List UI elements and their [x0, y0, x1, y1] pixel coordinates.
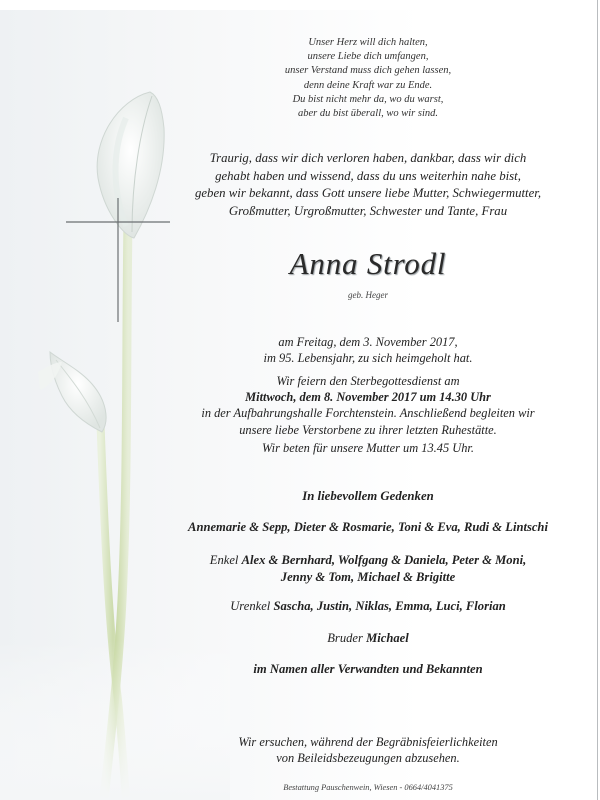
grandchildren-names: Jenny & Tom, Michael & Brigitte: [280, 570, 456, 584]
condolence-request: [150, 734, 586, 766]
maiden-name: geb. Heger: [348, 290, 388, 300]
death-line: im 95. Lebensjahr, zu sich heimgeholt hat.: [263, 351, 473, 366]
intro-line: gehabt haben und wissend, dass du uns weiterhin nahe bist,: [215, 168, 521, 183]
death-line: am Freitag, dem 3. November 2017,: [278, 335, 458, 349]
grandchildren-prefix: Enkel: [209, 553, 242, 567]
great-grandchildren-prefix: Urenkel: [230, 599, 274, 613]
poem: [150, 36, 586, 121]
memory-heading: In liebevollem Gedenken: [302, 489, 434, 503]
poem-line: denn deine Kraft war zu Ende.: [303, 79, 433, 91]
poem-line: unsere Liebe dich umfangen,: [307, 51, 429, 63]
death-info: [150, 334, 586, 366]
intro-line: geben wir bekannt, dass Gott unsere liebe Mutter, Schwiegermutter,: [194, 186, 542, 200]
funeral-line: Wir feiern den Sterbegottesdienst am: [276, 374, 460, 388]
brother-name: Michael: [366, 631, 409, 645]
grandchildren-list: [150, 552, 586, 586]
announcement-intro: [150, 150, 586, 220]
funeral-line: unsere liebe Verstorbene zu ihrer letzten Ruhestätte.: [239, 422, 497, 437]
poem-line: Du bist nicht mehr da, wo du warst,: [292, 93, 444, 105]
brother: [150, 631, 586, 646]
page-right-border: [597, 0, 598, 800]
deceased-name: Anna Strodl: [289, 246, 447, 281]
funeral-info: [150, 373, 586, 438]
prayer-info: Wir beten für unsere Mutter um 13.45 Uhr.: [262, 441, 474, 455]
grandchildren-line: [150, 552, 586, 569]
funeral-date: Mittwoch, dem 8. November 2017 um 14.30 Uhr: [245, 390, 491, 405]
children-list: Annemarie & Sepp, Dieter & Rosmarie, Toni & Eva, Rudi & Lintschi: [188, 520, 548, 534]
relatives-line: im Namen aller Verwandten und Bekannten: [253, 662, 483, 676]
poem-line: aber du bist überall, wo wir sind.: [297, 108, 438, 120]
grandchildren-names: Alex & Bernhard, Wolfgang & Daniela, Peter & Moni,: [241, 553, 527, 567]
request-line: Wir ersuchen, während der Begräbnisfeierlichkeiten: [238, 735, 498, 749]
funeral-line: in der Aufbahrungshalle Forchtenstein. Anschließend begleiten wir: [201, 406, 535, 421]
great-grandchildren-list: [150, 599, 586, 614]
intro-line: Großmutter, Urgroßmutter, Schwester und Tante, Frau: [228, 203, 508, 218]
intro-line: Traurig, dass wir dich verloren haben, dankbar, dass wir dich: [209, 151, 527, 165]
poem-line: unser Verstand muss dich gehen lassen,: [284, 65, 452, 77]
undertaker-footer: Bestattung Pauschenwein, Wiesen - 0664/4041375: [283, 783, 453, 792]
great-grandchildren-names: Sascha, Justin, Niklas, Emma, Luci, Florian: [273, 599, 506, 613]
brother-prefix: Bruder: [327, 631, 367, 645]
poem-line: Unser Herz will dich halten,: [308, 37, 428, 48]
request-line: von Beileidsbezeugungen abzusehen.: [276, 751, 460, 765]
